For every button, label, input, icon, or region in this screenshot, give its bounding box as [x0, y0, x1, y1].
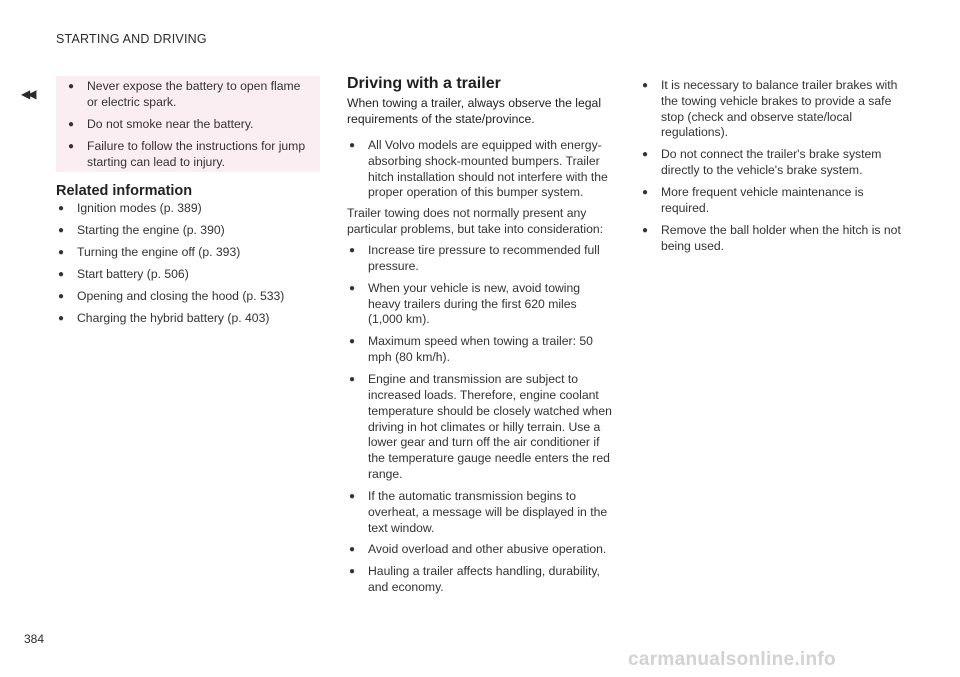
related-link-text[interactable]: Turning the engine off (p. 393) — [77, 244, 241, 259]
list-item — [640, 78, 906, 141]
bullet-icon: ● — [58, 290, 65, 302]
list-item-text: Engine and transmission are subject to increased loads. Therefore, engine coolant temperature should be closely watched when driving in hot climates or hilly terrain. Use a lower gear and turn off the air conditioner if the temperature gauge needle enters the red range. — [368, 372, 612, 481]
bullet-icon: ● — [349, 566, 356, 578]
bullet-icon: ● — [642, 149, 649, 161]
bullet-icon: ● — [642, 187, 649, 199]
bullet-icon: ● — [68, 81, 75, 92]
related-link[interactable] — [56, 245, 320, 261]
list-item-text: Remove the ball holder when the hitch is not being used. — [661, 222, 901, 253]
bullet-icon: ● — [642, 80, 649, 91]
bullet-icon: ● — [58, 224, 65, 236]
list-item — [347, 334, 613, 366]
body-paragraph: Trailer towing does not normally present any particular problems, but take into consideration: — [347, 206, 604, 236]
list-item — [640, 185, 906, 217]
section-intro: When towing a trailer, always observe the legal requirements of the state/province. — [347, 96, 602, 126]
list-item — [347, 564, 613, 596]
bullet-icon: ● — [58, 203, 65, 214]
related-link[interactable] — [56, 289, 320, 305]
related-link-text[interactable]: Charging the hybrid battery (p. 403) — [77, 310, 270, 325]
bullet-icon: ● — [58, 312, 65, 324]
bullet-icon: ● — [68, 140, 75, 152]
related-link-text[interactable]: Opening and closing the hood (p. 533) — [77, 288, 285, 303]
list-item-text: Increase tire pressure to recommended full pressure. — [368, 243, 600, 273]
related-information-heading: Related information — [56, 183, 193, 199]
bullet-icon: ● — [349, 140, 356, 151]
bullet-icon: ● — [349, 544, 356, 556]
bullet-icon: ● — [642, 224, 649, 236]
page-header-title: STARTING AND DRIVING — [56, 32, 207, 46]
bullet-icon: ● — [58, 268, 65, 280]
list-item — [347, 372, 613, 483]
list-item — [347, 243, 613, 275]
bullet-icon: ● — [349, 245, 356, 256]
back-arrow-icon[interactable]: ◀◀ — [21, 87, 34, 101]
list-item — [66, 117, 314, 133]
bullet-icon: ● — [349, 336, 356, 348]
list-item-text: More frequent vehicle maintenance is required. — [661, 185, 864, 215]
related-link[interactable] — [56, 201, 320, 217]
list-item — [66, 79, 314, 111]
list-item-text: Hauling a trailer affects handling, durability, and economy. — [368, 564, 600, 595]
list-item-text: Avoid overload and other abusive operation. — [368, 542, 607, 557]
related-information-list — [56, 201, 320, 333]
related-link[interactable] — [56, 223, 320, 239]
list-item-text: Do not connect the trailer's brake system directly to the vehicle's brake system. — [661, 147, 882, 178]
warning-box — [56, 76, 320, 172]
related-link[interactable] — [56, 267, 320, 283]
list-item — [347, 281, 613, 328]
list-item — [347, 542, 613, 558]
list-item-text: Maximum speed when towing a trailer: 50 mph (80 km/h). — [368, 334, 593, 365]
list-item — [347, 489, 613, 536]
list-item-text: Do not smoke near the battery. — [87, 116, 254, 131]
section-heading: Driving with a trailer — [347, 75, 501, 92]
related-link-text[interactable]: Start battery (p. 506) — [77, 266, 189, 281]
bullet-icon: ● — [68, 118, 75, 130]
related-link-text[interactable]: Starting the engine (p. 390) — [77, 222, 225, 237]
related-link-text[interactable]: Ignition modes (p. 389) — [77, 201, 202, 215]
warning-list — [66, 79, 314, 177]
considerations-list — [347, 243, 613, 602]
page-number: 384 — [24, 632, 45, 646]
brake-maintenance-list — [640, 78, 906, 261]
bullet-icon: ● — [58, 246, 65, 258]
list-item — [640, 147, 906, 179]
watermark-text: carmanualsonline.info — [628, 649, 836, 670]
bumper-note-list — [347, 138, 613, 207]
list-item — [66, 139, 314, 171]
list-item-text: When your vehicle is new, avoid towing heavy trailers during the first 620 miles (1,000 km). — [368, 280, 581, 327]
list-item — [640, 223, 906, 255]
bullet-icon: ● — [349, 374, 356, 386]
list-item — [347, 138, 613, 201]
list-item-text: Failure to follow the instructions for jump starting can lead to injury. — [87, 138, 306, 169]
list-item-text: All Volvo models are equipped with energy-absorbing shock-mounted bumpers. Trailer hitch installation should not interfere with the proper operation of this bumper system. — [368, 138, 608, 200]
list-item-text: Never expose the battery to open flame or electric spark. — [87, 79, 301, 109]
bullet-icon: ● — [349, 490, 356, 502]
list-item-text: If the automatic transmission begins to overheat, a message will be displayed in the text window. — [368, 488, 608, 535]
related-link[interactable] — [56, 311, 320, 327]
bullet-icon: ● — [349, 282, 356, 294]
list-item-text: It is necessary to balance trailer brakes with the towing vehicle brakes to provide a safe stop (check and observe state/local regulations). — [661, 78, 898, 140]
